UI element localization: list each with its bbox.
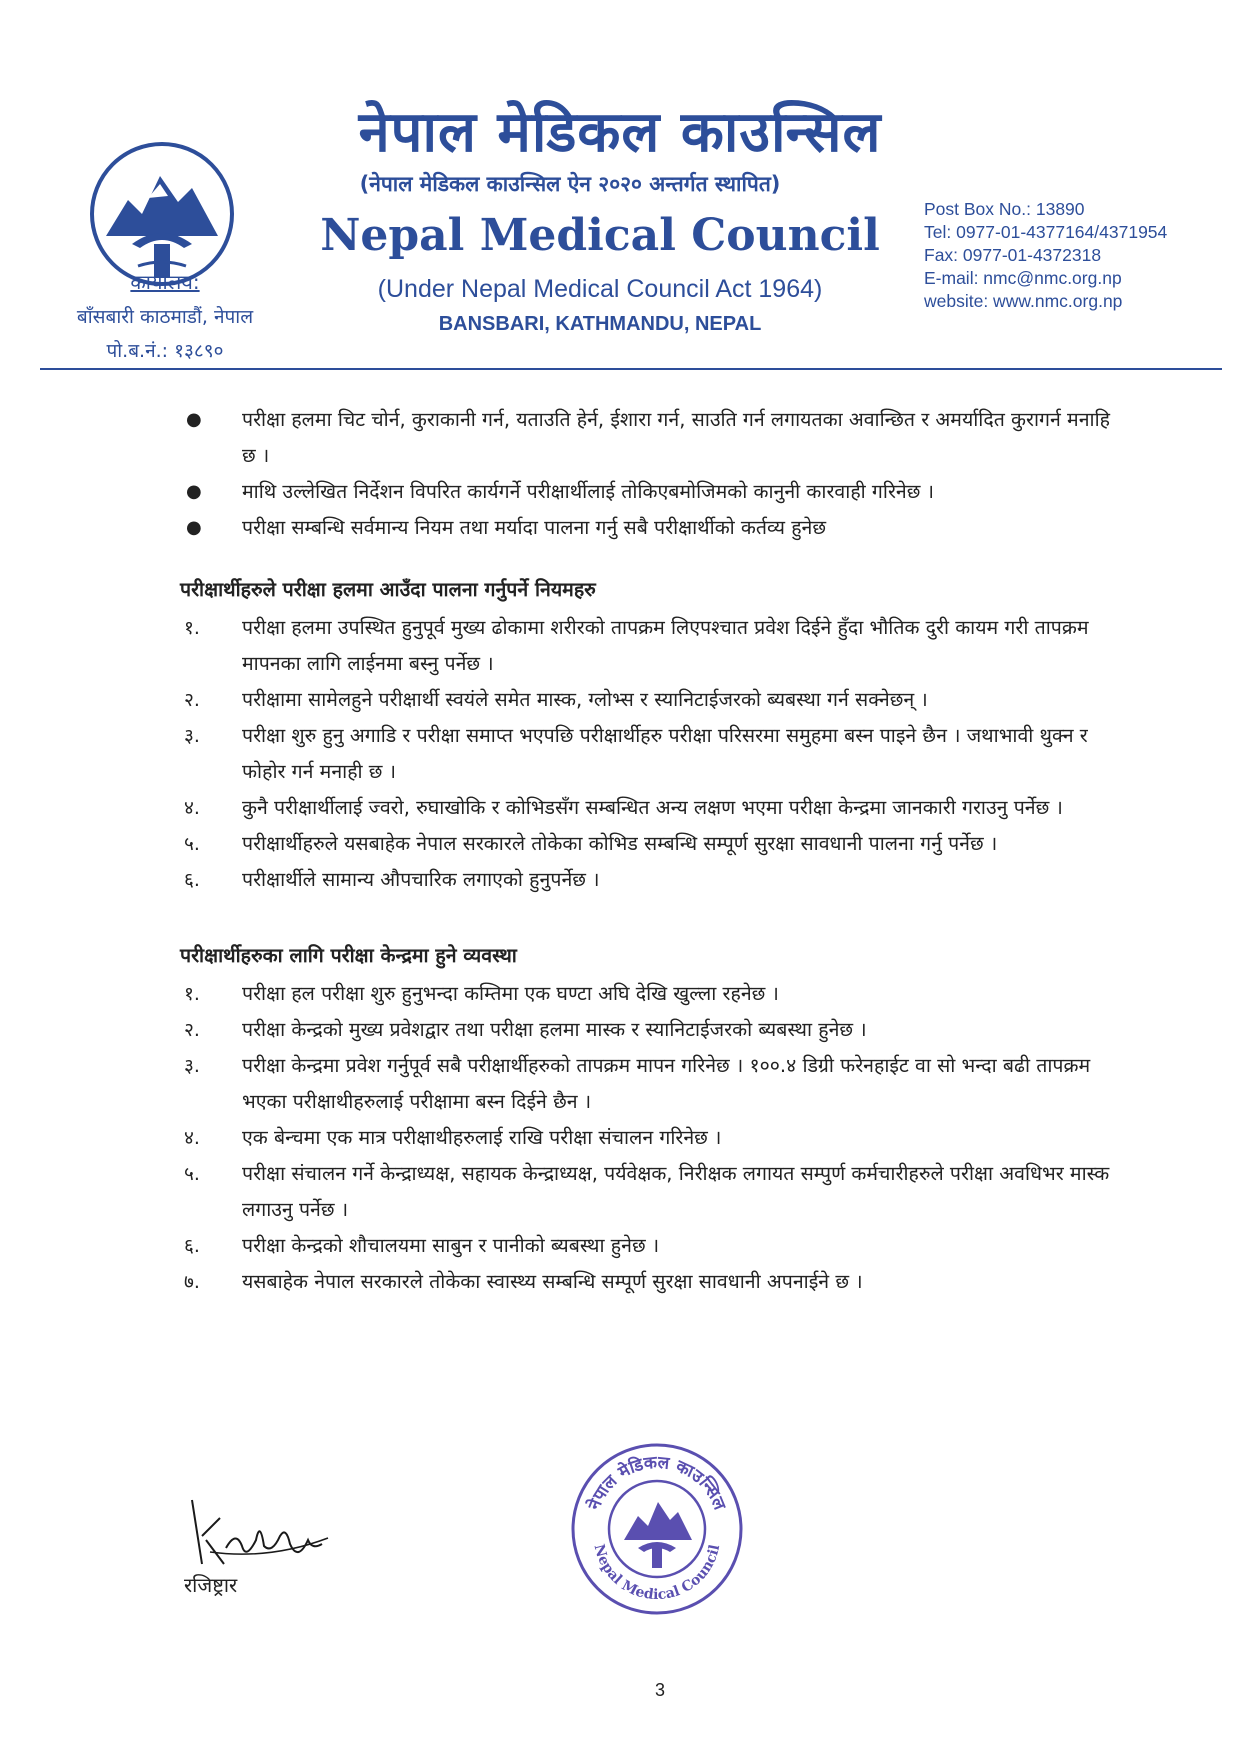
list-item: ४. एक बेन्चमा एक मात्र परीक्षाथीहरुलाई राखि परीक्षा संचालन गरिनेछ । (184, 1126, 722, 1149)
registrar-signature (180, 1490, 330, 1572)
list-item: ६. परीक्षा केन्द्रको शौचालयमा साबुन र पानीको ब्यबस्था हुनेछ । (184, 1234, 660, 1257)
seal-text-nepali: नेपाल मेडिकल काउन्सिल (584, 1452, 730, 1513)
seal-text-english: Nepal Medical Council (590, 1542, 724, 1604)
bullet-item: ● परीक्षा सम्बन्धि सर्वमान्य नियम तथा मर्यादा पालना गर्नु सबै परीक्षार्थीको कर्तव्य हुनेछ (180, 510, 1110, 546)
council-act-english: (Under Nepal Medical Council Act 1964) (377, 275, 823, 303)
header-divider (40, 368, 1222, 370)
list-item: २. परीक्षामा सामेलहुने परीक्षार्थी स्वयंले समेत मास्क, ग्लोभ्स र स्यानिटाईजरको ब्यबस्था गर्न सक्नेछन् । (184, 688, 928, 711)
office-address-block (40, 268, 290, 363)
fax: Fax: 0977-01-4372318 (924, 245, 1102, 265)
bullet-item: ● परीक्षा हलमा चिट चोर्न, कुराकानी गर्न, यताउति हेर्न, ईशारा गर्न, साउति गर्न लगायतका अवान्छित र अमर्यादित कुरागर्न मनाहि छ । (180, 402, 1110, 474)
list-item: ५. परीक्षा संचालन गर्ने केन्द्राध्यक्ष, सहायक केन्द्राध्यक्ष, पर्यवेक्षक, निरीक्षक लगायत सम्पुर्ण कर्मचारीहरुले परीक्षा अवधिभर मास्क लगाउनु पर्नेछ । (184, 1162, 1110, 1221)
office-po-box: पो.ब.नं.: १३८९० (106, 340, 224, 362)
council-logo (88, 140, 236, 288)
document-body (180, 402, 1110, 1300)
list-item: ३. परीक्षा केन्द्रमा प्रवेश गर्नुपूर्व सबै परीक्षार्थीहरुको तापक्रम मापन गरिनेछ । १००.४ डिग्री फरेनहाईट वा सो भन्दा बढी तापक्रम भएका परीक्षाथीहरुलाई परीक्षामा बस्न दिईने छैन । (184, 1054, 1091, 1113)
rules-bullet-list (180, 402, 1110, 546)
bullet-icon: ● (186, 481, 202, 502)
bullet-icon: ● (186, 517, 202, 538)
council-seal (568, 1440, 746, 1618)
list-item: ४. कुनै परीक्षार्थीलाई ज्वरो, रुघाखोकि र कोभिडसँग सम्बन्धित अन्य लक्षण भएमा परीक्षा केन्द्रमा जानकारी गराउनु पर्नेछ । (184, 796, 1063, 819)
list-item: ६. परीक्षार्थीले सामान्य औपचारिक लगाएको हुनुपर्नेछ । (184, 868, 600, 891)
arrangements-numbered-list (180, 976, 1110, 1300)
registrar-title: रजिष्ट्रार (184, 1573, 238, 1597)
council-title-nepali: नेपाल मेडिकल काउन्सिल (358, 100, 882, 165)
section-heading-arrangements: परीक्षार्थीहरुका लागि परीक्षा केन्द्रमा हुने व्यवस्था (180, 944, 517, 967)
contact-block (924, 198, 1224, 313)
office-address: बाँसबारी काठमाडौं, नेपाल (76, 306, 254, 328)
website: website: www.nmc.org.np (924, 291, 1123, 311)
council-title-english: Nepal Medical Council (320, 210, 880, 261)
list-item: १. परीक्षा हल परीक्षा शुरु हुनुभन्दा कम्तिमा एक घण्टा अघि देखि खुल्ला रहनेछ । (184, 982, 779, 1005)
list-item: २. परीक्षा केन्द्रको मुख्य प्रवेशद्वार तथा परीक्षा हलमा मास्क र स्यानिटाईजरको ब्यबस्था हुनेछ । (184, 1018, 867, 1041)
page-number: 3 (654, 1680, 665, 1700)
section-heading-rules: परीक्षार्थीहरुले परीक्षा हलमा आउँदा पालना गर्नुपर्ने नियमहरु (180, 578, 596, 601)
bullet-icon: ● (186, 409, 202, 430)
rules-numbered-list (180, 610, 1110, 898)
council-subtitle-nepali: (नेपाल मेडिकल काउन्सिल ऐन २०२० अन्तर्गत स्थापित) (359, 172, 781, 196)
office-label: कार्यालय: (130, 270, 200, 294)
telephone: Tel: 0977-01-4377164/4371954 (924, 222, 1168, 242)
list-item: १. परीक्षा हलमा उपस्थित हुनुपूर्व मुख्य ढोकामा शरीरको तापक्रम लिएपश्चात प्रवेश दिईने हुँदा भौतिक दुरी कायम गरी तापक्रम मापनका लागि लाईनमा बस्नु पर्नेछ । (184, 616, 1089, 675)
list-item: ३. परीक्षा शुरु हुनु अगाडि र परीक्षा समाप्त भएपछि परीक्षार्थीहरु परीक्षा परिसरमा समुहमा बस्न पाइने छैन । जथाभावी थुक्न र फोहोर गर्न मनाही छ । (184, 724, 1088, 783)
bullet-item: ● माथि उल्लेखित निर्देशन विपरित कार्यगर्ने परीक्षार्थीलाई तोकिएबमोजिमको कानुनी कारवाही गरिनेछ । (180, 474, 1110, 510)
list-item: ७. यसबाहेक नेपाल सरकारले तोकेका स्वास्थ्य सम्बन्धि सम्पूर्ण सुरक्षा सावधानी अपनाईने छ । (184, 1270, 863, 1293)
email: E-mail: nmc@nmc.org.np (924, 268, 1122, 288)
list-item: ५. परीक्षार्थीहरुले यसबाहेक नेपाल सरकारले तोकेका कोभिड सम्बन्धि सम्पूर्ण सुरक्षा सावधानी पालना गर्नु पर्नेछ । (184, 832, 998, 855)
council-address-english: BANSBARI, KATHMANDU, NEPAL (438, 313, 762, 335)
post-box: Post Box No.: 13890 (924, 199, 1085, 219)
